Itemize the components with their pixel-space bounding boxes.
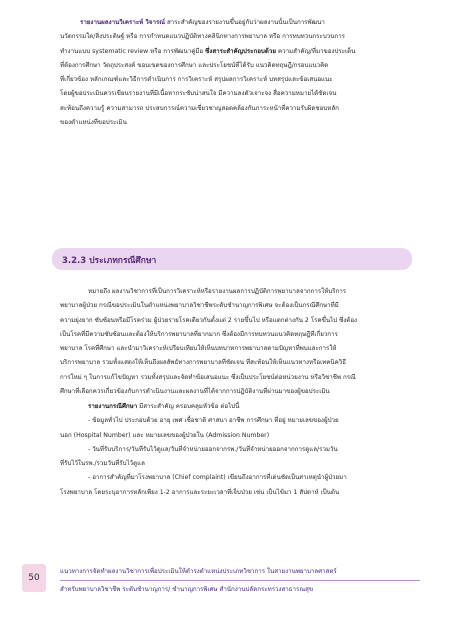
analysis-report-lead: รายงานผลงานวิเคราะห์ วิจารณ์	[80, 19, 166, 26]
list-item: - วันที่รับบริการ/วันที่รับไว้ดูแล/วันที่จำหน่ายออกจากรพ./วันที่จำหน่ายออกจากการดูแล/รวมวัน	[88, 445, 338, 453]
paragraph-text: มีสาระสำคัญ ครอบคลุมหัวข้อ ต่อไปนี้	[137, 403, 240, 410]
list-item-continued: นอก (Hospital Number) และ หมายเลขของผู้ป่วยใน (Admission Number)	[60, 431, 270, 439]
paragraph-line: หมายถึง ผลงานวิชาการที่เป็นการวิเคราะห์หรือรายงานผลการปฏิบัติการพยาบาลจากการให้บริการ	[88, 288, 347, 295]
paragraph-line: ศึกษาที่เลือกควรเกี่ยวข้องกับการดำเนินงานและผลงานที่ได้จากการปฏิบัติงานที่ผ่านมาของผู้ขอประเมิน	[60, 388, 330, 396]
footer-title-line-1: แนวทางการจัดทำผลงานวิชาการเพื่อประเมินให้ดำรงตำแหน่งประเภทวิชาการ ในสายงานพยาบาลศาสตร์	[60, 568, 337, 575]
paragraph-line: พยาบาลผู้ป่วย กรณีขอประเมินในตำแหน่งพยาบาลวิชาชีพระดับชำนาญการพิเศษ จะต้องเป็นกรณีศึกษาที่มี	[60, 302, 339, 310]
paragraph-line: บริการพยาบาล รวมทั้งแสดงให้เห็นถึงผลลัพธ์ทางการพยาบาลที่ชัดเจน ที่สะท้อนให้เห็นแนวทางหรือเทคนิควิธี	[60, 359, 347, 367]
page-number: 50	[28, 573, 40, 583]
paragraph-line: ที่เกี่ยวข้อง หลักเกณฑ์และวิธีการดำเนินการ การวิเคราะห์ สรุปผลการวิเคราะห์ บทสรุปและข้อเสนอแนะ	[60, 76, 333, 84]
paragraph-text: ความสำคัญ/ที่มาของประเด็น	[275, 47, 356, 55]
case-report-lead: รายงานกรณีศึกษา	[88, 403, 138, 410]
section-heading: 3.2.3 ประเภทกรณีศึกษา	[62, 256, 157, 266]
paragraph-text: ทำงานแบบ systematic review หรือ การพัฒนาคู่มือ	[60, 47, 206, 55]
paragraph-line: ความยุ่งยาก ซับซ้อนหรือมีโรคร่วม ผู้ป่วยรายโรคเดียวกันตั้งแต่ 2 รายขึ้นไป หรือแตกต่างกัน 2 โรคขึ้นไป ซึ่งต้อง	[60, 316, 358, 324]
section-heading-bar	[52, 248, 412, 270]
footer-divider	[60, 580, 420, 581]
paragraph-line: สะท้อนถึงความรู้ ความสามารถ ประสบการณ์ความเชี่ยวชาญสอดคล้องกับภาระหน้าที่ความรับผิดชอบหลัก	[60, 104, 339, 112]
paragraph-text: สาระสำคัญของรายงานขึ้นอยู่กับว่าผลงานนั้นเป็นการพัฒนา	[165, 19, 325, 26]
paragraph-line: พยาบาล โรคที่ศึกษา และนำมาวิเคราะห์เปรียบเทียบให้เห็นบทบาทการพยาบาลตามปัญหาที่พบและการให้	[60, 345, 337, 353]
list-item-continued: ที่รับไว้ในรพ./รวมวันที่รับไว้ดูแล	[60, 460, 145, 468]
list-item-continued: โรงพยาบาล โดยระบุอาการหลักเพียง 1-2 อาการและระยะเวลาที่เจ็บป่วย เช่น เป็นไข้มา 1 สัปดาห์ เป็นต้น	[60, 488, 340, 496]
analysis-report-paragraph	[60, 16, 416, 130]
list-item: - ข้อมูลทั่วไป ประกอบด้วย อายุ เพศ เชื้อชาติ ศาสนา อาชีพ การศึกษา ที่อยู่ หมายเลขของผู้ป่วย	[88, 417, 339, 425]
page-number-badge	[22, 564, 46, 592]
paragraph-line: โดยผู้ขอประเมินควรเขียนรายงานที่มีเนื้อหากระชับน่าสนใจ มีความลงตัวเจาะจง สื่อความหมายได้ชัดเจน	[60, 90, 337, 98]
paragraph-line: เป็นโรคที่มีความซับซ้อนและต้องให้บริการพยาบาลที่ยากมาก ซึ่งต้องมีการทบทวนแนวคิดทฤษฎีที่เกี่ยวการ	[60, 330, 338, 338]
case-report-paragraph	[60, 400, 416, 500]
paragraph-line: นวัตกรรมใด/สิ่งประดิษฐ์ หรือ การกำหนดแนวปฏิบัติทางคลินิกทางการพยาบาล หรือ การทบทวนกระบวนการ	[60, 33, 345, 41]
paragraph-line: ที่ต้องการศึกษา วัตถุประสงค์ ขอบเขตของการศึกษา และประโยชน์ที่ได้รับ แนวคิดทฤษฎี/กรอบแนวคิด	[60, 61, 329, 69]
list-item: - อาการสำคัญที่มาโรงพยาบาล (Chief complaint) เขียนถึงอาการที่เด่นชัดเป็นสาเหตุนำผู้ป่วยมา	[88, 474, 347, 482]
footer-title-line-2: สำหรับพยาบาลวิชาชีพ ระดับชำนาญการ/ ชำนาญการพิเศษ สำนักงานปลัดกระทรวงสาธารณสุข	[60, 586, 314, 593]
paragraph-line: ของตำแหน่งที่ขอประเมิน	[60, 119, 127, 127]
key-content-lead: ซึ่งสาระสำคัญประกอบด้วย	[205, 47, 276, 55]
case-study-definition-paragraph	[60, 285, 416, 399]
paragraph-line: การใหม่ ๆ ในการแก้ไขปัญหา รวมทั้งสรุปและจัดทำข้อเสนอแนะ ซึ่งเป็นประโยชน์ต่อหน่วยงาน หรือวิชาชีพ กรณี	[60, 373, 356, 381]
